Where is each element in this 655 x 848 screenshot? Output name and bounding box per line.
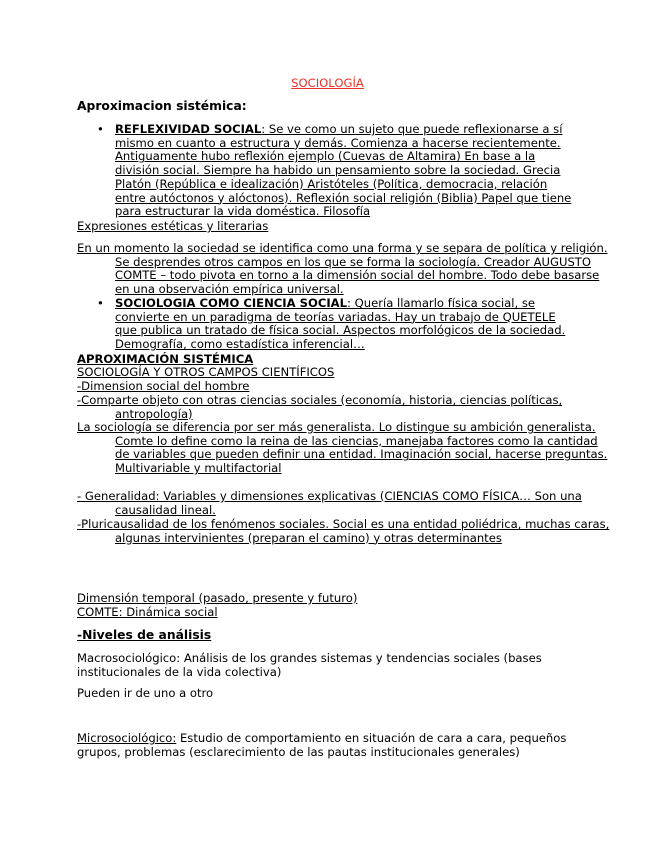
paragraph-dimension-temporal: Dimensión temporal (pasado, presente y futuro) [77,591,358,605]
paragraph-generalidad: - Generalidad: Variables y dimensiones explicativas (CIENCIAS COMO FÍSICA… Son una causalidad lineal. [77,489,582,517]
paragraph-macrosociologico: Macrosociológico: Análisis de los grandes sistemas y tendencias sociales (bases institucionales de la vida colectiva) [77,651,542,679]
paragraph-microsociologico [77,731,577,759]
bullet-icon: • [97,296,104,310]
bullet-term: SOCIOLOGIA COMO CIENCIA SOCIAL [115,296,348,310]
paragraph-pueden-ir: Pueden ir de uno a otro [77,686,214,700]
document-title: SOCIOLOGÍA [291,76,364,90]
paragraph-momento: En un momento la sociedad se identifica como una forma y se separa de política y religión. Se desprendes otros campos en los que se forma la sociología. Creador AUGUSTO COMTE – todo pivota en torno a la dimensión social del hombre. Todo debe basarse en una observación empírica universal. [77,241,608,297]
section-heading-aproximacion-sistemica: APROXIMACIÓN SISTÉMICA [77,352,254,366]
micro-term: Microsociológico: [77,731,177,745]
paragraph-comparte-objeto: -Comparte objeto con otras ciencias sociales (economía, historia, ciencias políticas, antropología) [77,393,563,421]
section-heading-aproximacion: Aproximacion sistémica: [77,99,247,113]
paragraph-pluricausalidad: -Pluricausalidad de los fenómenos sociales. Social es una entidad poliédrica, muchas caras, algunas intervinientes (preparan el camino) y otras determinantes [77,517,610,545]
paragraph-expresiones: Expresiones estéticas y literarias [77,219,269,233]
bullet-reflexividad [77,123,577,219]
bullet-icon: • [97,122,104,136]
paragraph-dimension-social: -Dimension social del hombre [77,379,250,393]
paragraph-diferencia: La sociología se diferencia por ser más generalista. Lo distingue su ambición generalista. Comte lo define como la reina de las ciencias, manejaba factores como la cantidad de variables que pueden definir una entidad. Imaginación social, hacerse preguntas. Multivariable y multifactorial [77,420,608,476]
micro-text: Estudio de comportamiento en situación de cara a cara, pequeños grupos, problemas (esclarecimiento de las pautas institucionales generales) [77,731,567,759]
section-heading-niveles: -Niveles de análisis [77,628,212,642]
paragraph-otros-campos: SOCIOLOGÍA Y OTROS CAMPOS CIENTÍFICOS [77,365,335,379]
bullet-ciencia-social [77,297,577,352]
bullet-term: REFLEXIVIDAD SOCIAL [115,122,262,136]
bullet-text: : Quería llamarlo física social, se convierte en un paradigma de teorías variadas. Hay un trabajo de QUETELE que publica un tratado de física social. Aspectos morfológicos de la sociedad. Demografía, como estadística inferencial… [115,296,566,352]
paragraph-comte-dinamica: COMTE: Dinámica social [77,605,218,619]
bullet-text: : Se ve como un sujeto que puede reflexionarse a sí mismo en cuanto a estructura y demás. Comienza a hacerse recientemente. Antiguamente hubo reflexión ejemplo (Cuevas de Altamira) En base a la división social. Siempre ha habido un pensamiento sobre la sociedad. Grecia Platón (República e idealización) Aristóteles (Política, democracia, relación entre autóctonos y alóctonos). Reflexión social religión (Biblia) Papel que tiene para estructurar la vida doméstica. Filosofía [115,122,572,219]
